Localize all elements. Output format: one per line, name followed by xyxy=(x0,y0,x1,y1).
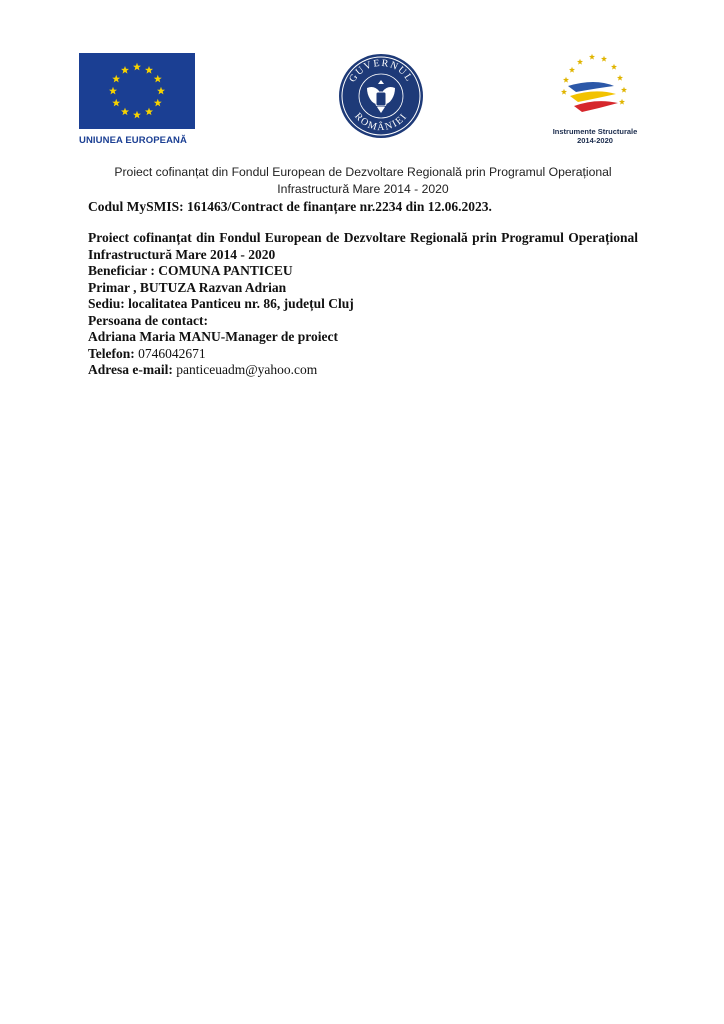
email-row xyxy=(88,362,638,379)
email-label: Adresa e-mail: xyxy=(88,362,173,377)
project-info xyxy=(88,230,638,379)
is-star-icon xyxy=(563,77,569,83)
seal-text-top: GUVERNUL xyxy=(347,57,415,85)
header-line-2: Infrastructură Mare 2014 - 2020 xyxy=(277,182,449,196)
is-star-icon xyxy=(621,87,627,93)
header-line-1: Proiect cofinanțat din Fondul European de Dezvoltare Regională prin Programul Operațional xyxy=(114,165,612,179)
eu-star-icon xyxy=(133,111,141,119)
phone-label: Telefon: xyxy=(88,345,135,361)
government-seal-icon xyxy=(337,52,425,140)
beneficiary: Beneficiar : COMUNA PANTICEU xyxy=(88,263,293,278)
eu-star-icon xyxy=(154,99,162,107)
eu-flag-icon xyxy=(79,53,195,129)
headquarters: Sediu: localitatea Panticeu nr. 86, județul Cluj xyxy=(88,296,354,311)
is-star-icon xyxy=(601,56,607,62)
is-star-icon xyxy=(619,99,625,105)
is-star-icon xyxy=(577,59,583,65)
eu-star-icon xyxy=(121,66,129,74)
mayor: Primar , BUTUZA Razvan Adrian xyxy=(88,279,287,295)
phone-value: 0746042671 xyxy=(134,345,206,361)
structural-instruments-logo xyxy=(540,52,650,145)
government-seal-logo xyxy=(337,52,425,140)
is-star-icon xyxy=(561,89,567,95)
eu-star-icon xyxy=(154,75,162,83)
eu-stars-icon xyxy=(79,53,195,129)
eu-logo xyxy=(79,53,195,146)
contact-label: Persoana de contact: xyxy=(88,312,208,328)
mysmis-code: Codul MySMIS: 161463/Contract de finanțare nr.2234 din 12.06.2023. xyxy=(88,199,492,214)
is-caption-line2: 2014-2020 xyxy=(577,136,613,145)
eu-star-icon xyxy=(112,99,120,107)
project-description: Proiect cofinanțat din Fondul European de Dezvoltare Regională prin Programul Operațional Infrastructură Mare 2014 - 2020 xyxy=(88,230,638,262)
phone-row xyxy=(88,346,638,363)
is-star-icon xyxy=(611,64,617,70)
email-value: panticeuadm@yahoo.com xyxy=(172,362,318,377)
eu-star-icon xyxy=(145,108,153,116)
seal-text-bottom: ROMÂNIEI xyxy=(352,110,410,134)
project-funding-header xyxy=(88,164,638,198)
eu-caption: UNIUNEA EUROPEANĂ xyxy=(79,135,187,146)
is-star-icon xyxy=(589,54,595,60)
eu-star-icon xyxy=(112,75,120,83)
is-star-icon xyxy=(569,67,575,73)
eu-star-icon xyxy=(133,63,141,71)
is-star-icon xyxy=(617,75,623,81)
eu-star-icon xyxy=(121,108,129,116)
eu-star-icon xyxy=(157,87,165,95)
is-caption-line1: Instrumente Structurale xyxy=(552,127,638,136)
structural-instruments-icon xyxy=(540,52,650,120)
contact-person: Adriana Maria MANU-Manager de proiect xyxy=(88,329,338,344)
eu-star-icon xyxy=(109,87,117,95)
eu-star-icon xyxy=(145,66,153,74)
